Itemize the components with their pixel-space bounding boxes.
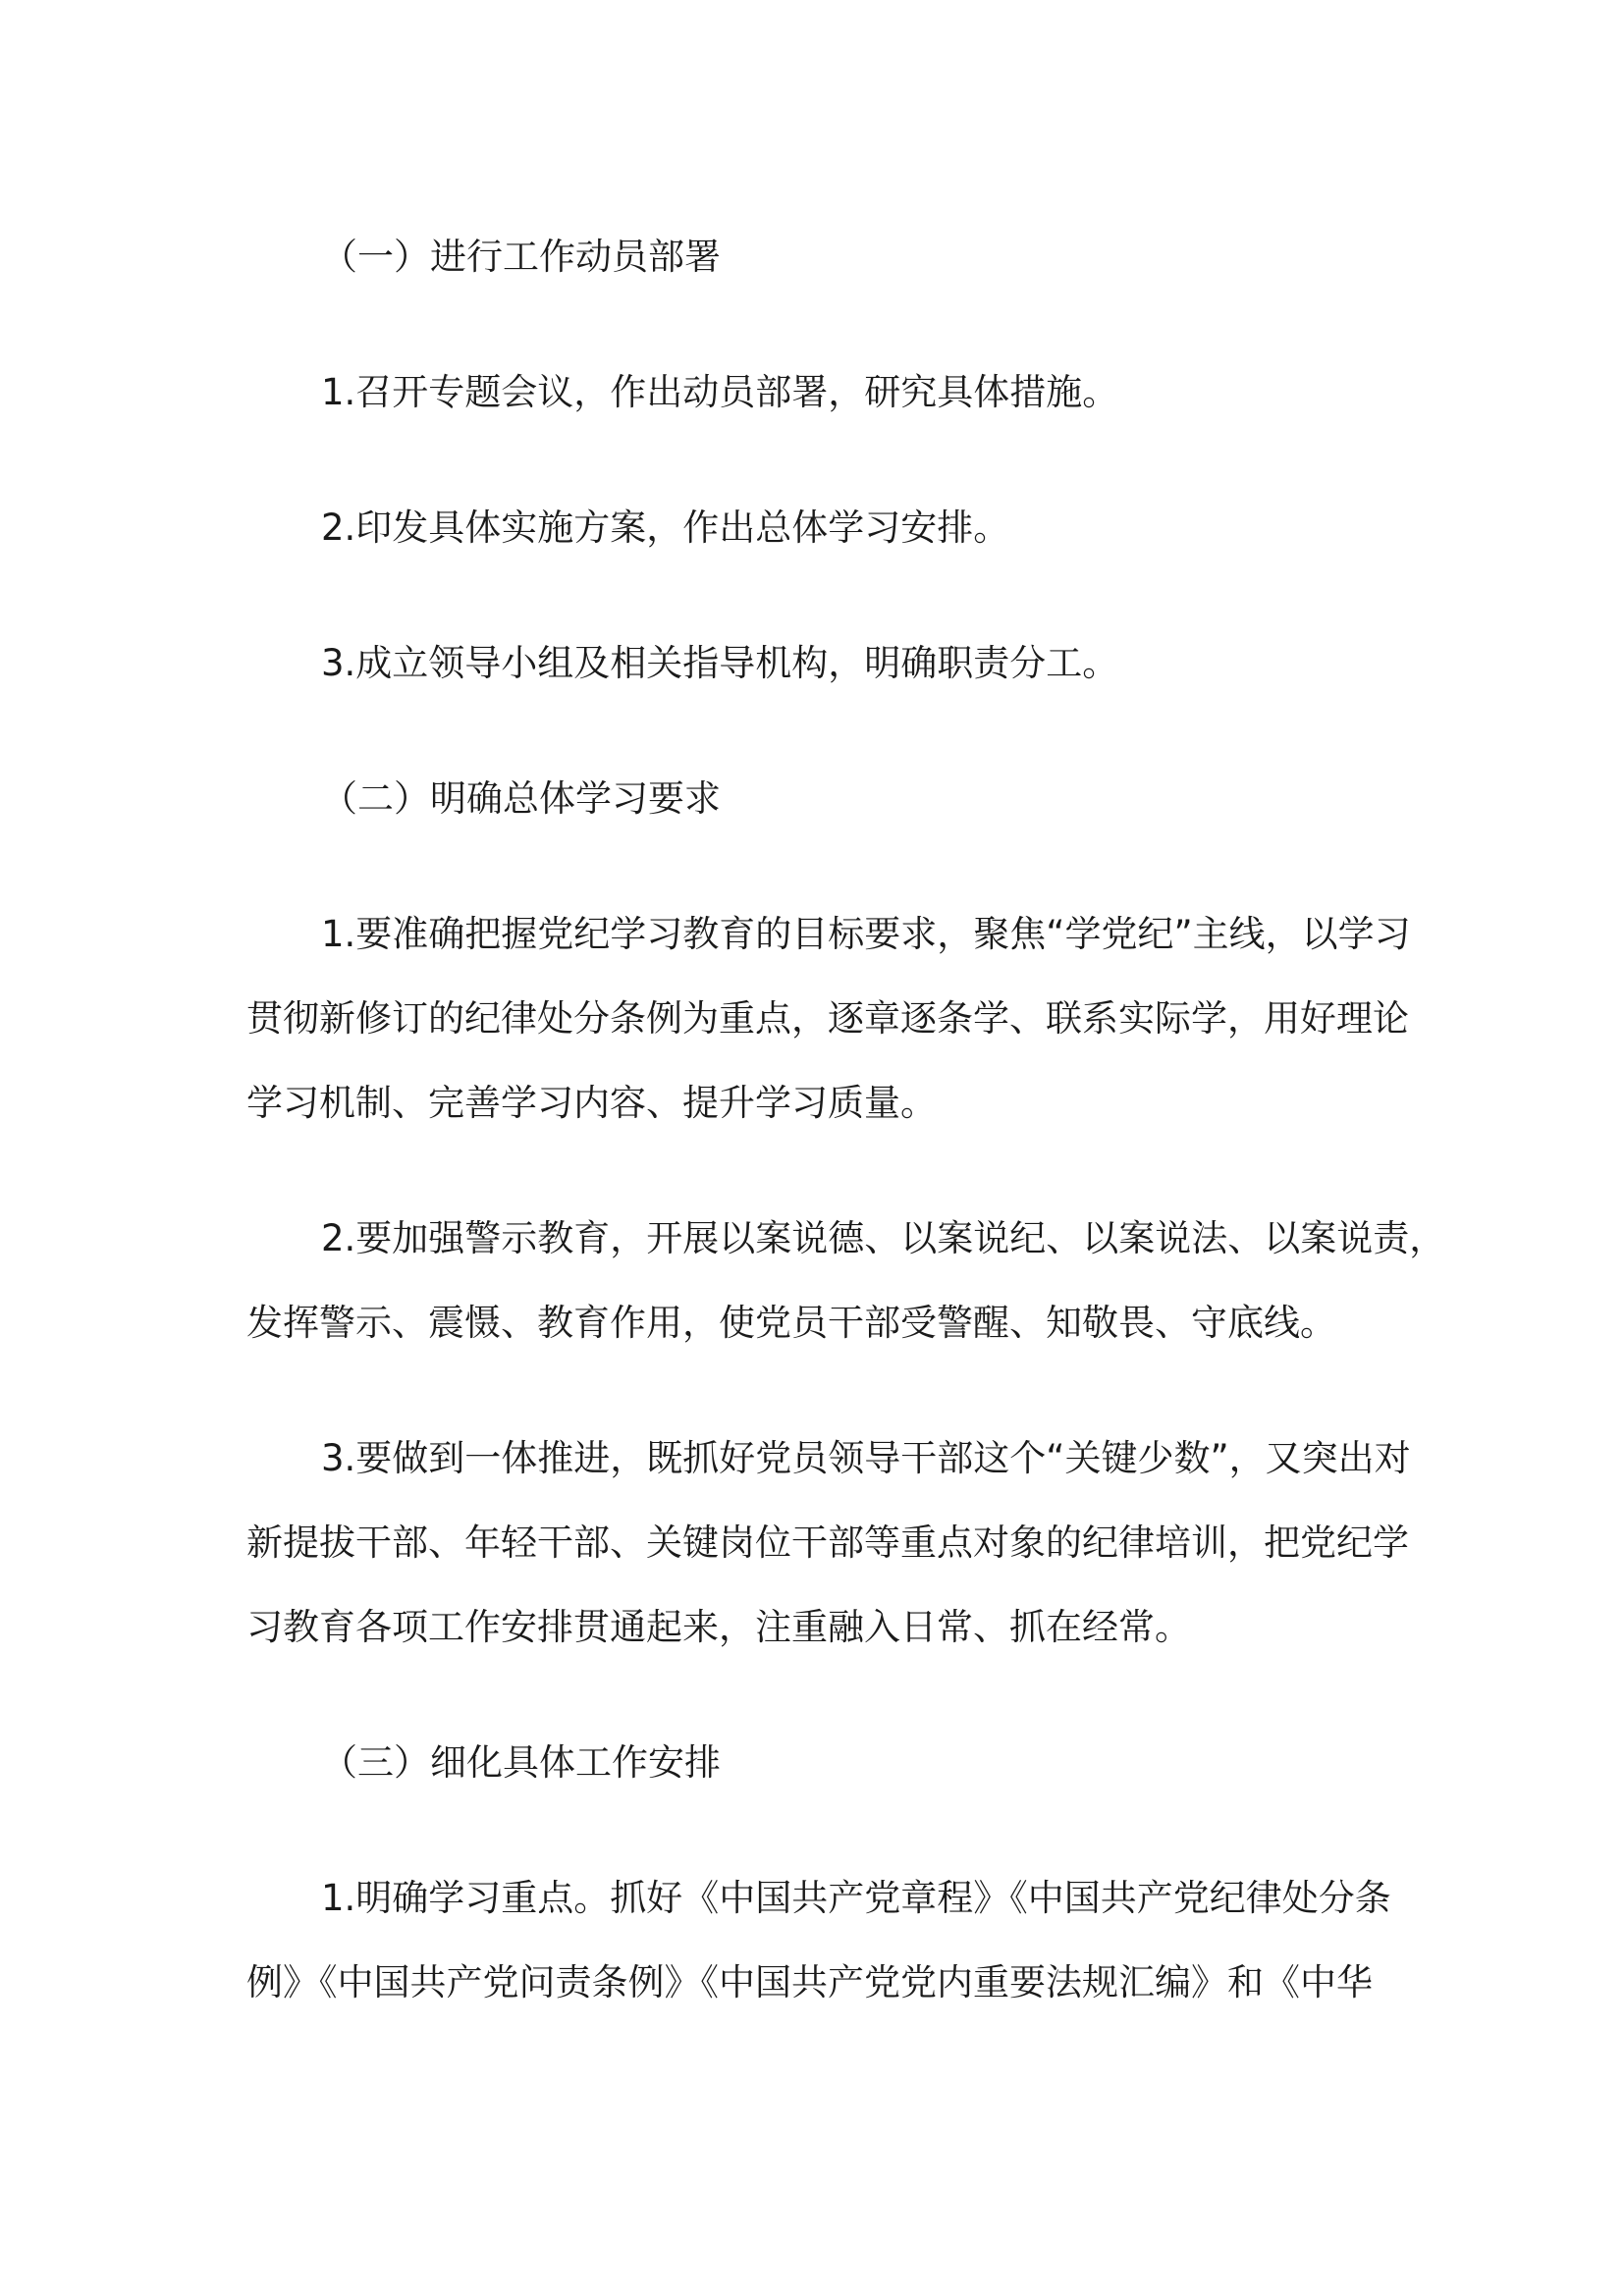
section3-para1-line1: 1.明确学习重点。抓好《中国共产党章程》《中国共产党纪律处分条 [321, 1877, 1391, 1919]
section2-para3-line3: 习教育各项工作安排贯通起来，注重融入日常、抓在经常。 [246, 1606, 1191, 1648]
section2-para3-line1: 3.要做到一体推进，既抓好党员领导干部这个“关键少数”，又突出对 [321, 1437, 1411, 1479]
section2-para1-line2: 贯彻新修订的纪律处分条例为重点，逐章逐条学、联系实际学，用好理论 [246, 997, 1409, 1040]
section2-para1-line3: 学习机制、完善学习内容、提升学习质量。 [246, 1082, 937, 1124]
section1-item-1: 1.召开专题会议，作出动员部署，研究具体措施。 [321, 371, 1119, 413]
section2-para3-line2: 新提拔干部、年轻干部、关键岗位干部等重点对象的纪律培训，把党纪学 [246, 1522, 1409, 1564]
section1-item-2: 2.印发具体实施方案，作出总体学习安排。 [321, 507, 1010, 549]
section2-para2-line2: 发挥警示、震慑、教育作用，使党员干部受警醒、知敬畏、守底线。 [246, 1302, 1336, 1344]
section2-para1-line1: 1.要准确把握党纪学习教育的目标要求，聚焦“学党纪”主线，以学习 [321, 913, 1411, 955]
section1-heading: （一）进行工作动员部署 [321, 236, 721, 278]
section2-para2-line1: 2.要加强警示教育，开展以案说德、以案说纪、以案说法、以案说责， [321, 1217, 1446, 1259]
section3-heading: （三）细化具体工作安排 [321, 1741, 721, 1784]
section3-para1-line2: 例》《中国共产党问责条例》《中国共产党党内重要法规汇编》和《中华 [246, 1961, 1373, 2003]
section1-item-3: 3.成立领导小组及相关指导机构，明确职责分工。 [321, 642, 1119, 684]
section2-heading: （二）明确总体学习要求 [321, 777, 721, 820]
